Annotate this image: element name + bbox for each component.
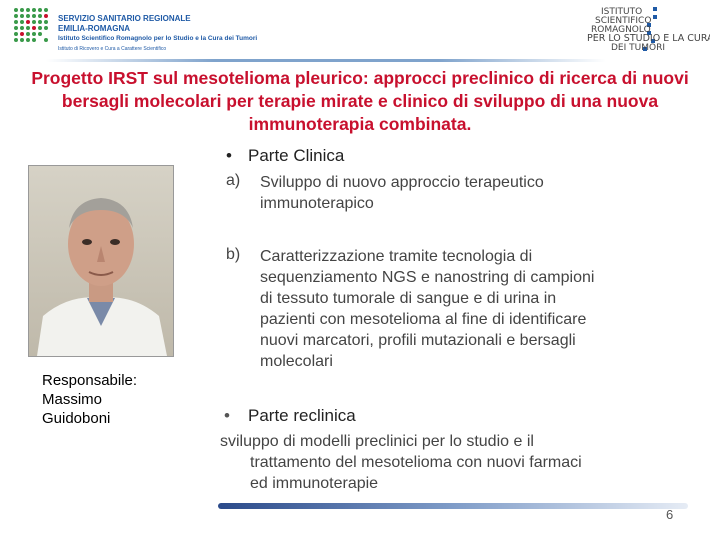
clinica-b-line: pazienti con mesotelioma al fine di identificare: [260, 311, 587, 328]
irst-logo-line2: SCIENTIFICO: [595, 16, 652, 26]
ssr-logo-mark: [12, 6, 52, 46]
clinica-a-label: a): [226, 172, 241, 189]
irst-logo-line5: DEI TUMORI: [611, 43, 665, 53]
preclinica-bullet: •: [224, 406, 230, 425]
clinica-b-label: b): [226, 246, 241, 263]
responsabile-label: Responsabile:: [42, 372, 138, 389]
clinica-heading: Parte Clinica: [248, 146, 345, 165]
clinica-a-line2: immunoterapico: [260, 195, 374, 212]
page-number: 6: [666, 507, 674, 522]
clinica-b-line: Caratterizzazione tramite tecnologia di: [260, 248, 533, 265]
portrait-photo: [28, 165, 174, 357]
responsabile-last-name: Guidoboni: [42, 410, 111, 427]
clinica-b-line: di tessuto tumorale di sangue e di urina in: [260, 290, 557, 307]
slide-title: Progetto IRST sul mesotelioma pleurico: approcci preclinico di ricerca di nuovi bersagli molecolari per terapie mirate e clinico di sviluppo di una nuova immunoterapia combinata.: [31, 68, 689, 134]
preclinica-line: sviluppo di modelli preclinici per lo studio e il: [220, 433, 534, 450]
irst-logo-line1: ISTITUTO: [601, 7, 643, 17]
footer-bar: [218, 503, 688, 509]
ssr-logo-text: [58, 14, 257, 54]
ssr-logo-line3: Istituto Scientifico Romagnolo per lo Studio e la Cura dei Tumori: [58, 35, 258, 42]
responsabile-first-name: Massimo: [42, 391, 103, 408]
preclinica-line: trattamento del mesotelioma con nuovi farmaci: [250, 454, 582, 471]
responsabile-block: [42, 371, 182, 428]
header-divider: [46, 59, 606, 62]
irst-logo-line3: ROMAGNOLO: [591, 25, 651, 35]
clinica-a-line1: Sviluppo di nuovo approccio terapeutico: [260, 174, 544, 191]
ssr-logo-line2: EMILIA-ROMAGNA: [58, 24, 130, 33]
preclinica-heading: Parte reclinica: [248, 406, 356, 425]
irst-logo: [585, 6, 710, 60]
preclinica-line: ed immunoterapie: [250, 475, 379, 492]
ssr-logo-line4: Istituto di Ricovero e Cura a Carattere Scientifico: [58, 46, 167, 52]
irst-logo-line4: PER LO STUDIO E LA CURA: [587, 33, 710, 44]
clinica-bullet: •: [226, 146, 232, 165]
clinica-b-line: nuovi marcatori, profili mutazionali e bersagli: [260, 332, 576, 349]
clinica-b-line: molecolari: [260, 353, 333, 370]
ssr-logo-line1: SERVIZIO SANITARIO REGIONALE: [58, 14, 191, 23]
clinica-b-line: sequenziamento NGS e nanostring di campioni: [260, 269, 595, 286]
